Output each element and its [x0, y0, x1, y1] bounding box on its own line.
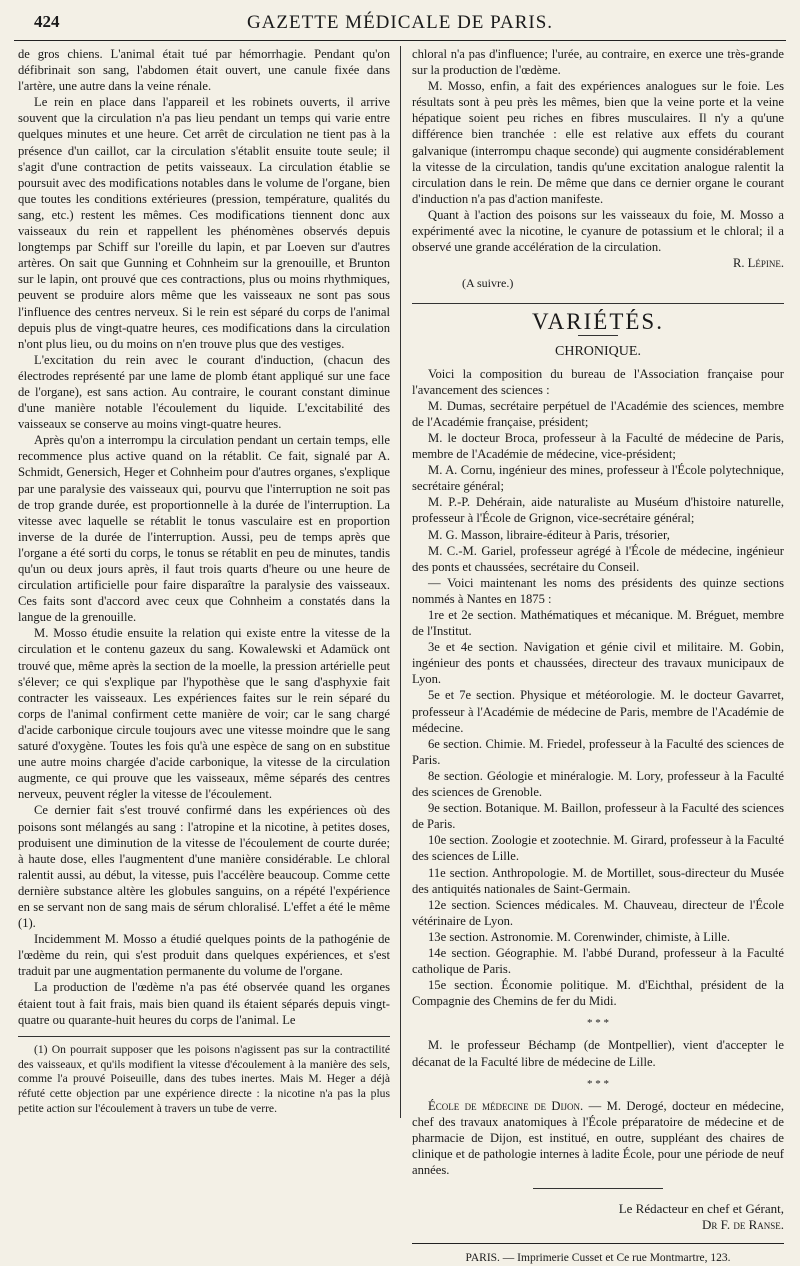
footnote-rule	[18, 1036, 390, 1037]
paragraph: Incidemment M. Mosso a étudié quelques points de la pathogénie de l'œdème du rein, qui s'est produit dans quelques expériences, et s'est traduit par une augmentation permanente du volume de l'organe.	[18, 932, 390, 979]
chronique-paragraph: M. G. Masson, libraire-éditeur à Paris, trésorier,	[428, 527, 670, 542]
chronique-paragraph: 6e section. Chimie. M. Friedel, professeur à la Faculté des sciences de Paris.	[412, 736, 784, 767]
chronique-paragraph: — Voici maintenant les noms des présidents des quinze sections nommés à Nantes en 1875 :	[412, 575, 784, 606]
signature-text: R. Lépine.	[732, 256, 784, 271]
chronique-paragraph: Voici la composition du bureau de l'Association française pour l'avancement des sciences :	[412, 366, 784, 397]
chronique-paragraph: 14e section. Géographie. M. l'abbé Durand, professeur à la Faculté catholique de Paris.	[412, 945, 784, 977]
chronique-paragraph: 15e section. Économie politique. M. d'Eichthal, président de la Compagnie des Chemins de fer du Midi.	[412, 978, 784, 1009]
redacteur-block	[412, 1201, 784, 1233]
chronique-paragraph: 10e section. Zoologie et zootechnie. M. Girard, professeur à la Faculté des sciences de Lille.	[412, 833, 784, 864]
chronique-paragraph: M. C.-M. Gariel, professeur agrégé à l'École de médecine, ingénieur des ponts et chaussées, secrétaire du Conseil.	[412, 543, 784, 574]
author-signature	[412, 255, 784, 271]
title-rule	[578, 335, 618, 336]
journal-title: GAZETTE MÉDICALE DE PARIS.	[246, 12, 554, 33]
paragraph: de gros chiens. L'animal était tué par hémorrhagie. Pendant qu'on défibrinait son sang, l'abdomen était ouvert, une canule fixée dans l'artère, une autre dans la veine rénale.	[18, 47, 390, 94]
section-title: VARIÉTÉS.	[532, 309, 664, 335]
asterism: * * *	[587, 1077, 609, 1090]
left-column	[18, 46, 390, 1117]
redacteur-line: Le Rédacteur en chef et Gérant,	[618, 1201, 784, 1217]
subsection-title: CHRONIQUE.	[555, 343, 641, 359]
paragraph: L'excitation du rein avec le courant d'induction, (chacun des électrodes représenté par une lame de plomb étant appliqué sur une face de l'organe), est sans action. Au contraire, le courant constant diminue d'une manière notable l'écoulement du liquide. L'excitabilité des vaisseaux se conserve au moins vingt-quatre heures.	[18, 352, 390, 432]
page-number: 424	[34, 12, 60, 31]
chronique-paragraph: 9e section. Botanique. M. Baillon, professeur à la Faculté des sciences de Paris.	[412, 801, 784, 832]
chronique-paragraph: 13e section. Astronomie. M. Corenwinder, chimiste, à Lille.	[428, 929, 731, 944]
page-header	[14, 8, 786, 41]
chronique-paragraph: M. A. Cornu, ingénieur des mines, professeur à l'École polytechnique, secrétaire général;	[412, 463, 784, 494]
paragraph: M. Mosso, enfin, a fait des expériences analogues sur le foie. Les résultats sont à peu près les mêmes, bien que la veine porte et la veine hépatique soient peu riches en fibres musculaires. Il n'y a qu'une différence bien tranchée : elle est relative aux effets du courant galvanique (interrompu chaque seconde) qui augmente considérablement la vitesse de la circulation, tandis qu'une excitation analogue ralentit la circulation dans le rein. De même que dans ce dernier organe le courant d'induction n'a pas d'action manifeste.	[412, 79, 784, 206]
paragraph: La production de l'œdème n'a pas été observée quand les organes étaient tout à fait frais, mais bien quand ils étaient séparés depuis vingt-quatre ou quarante-huit heures du corps de l'animal. Le	[18, 980, 390, 1027]
chronique-paragraph: M. le docteur Broca, professeur à la Faculté de médecine de Paris, membre de l'Académie de médecine, vice-président;	[412, 430, 784, 462]
column-divider	[400, 46, 401, 1118]
chronique-paragraph: 11e section. Anthropologie. M. de Mortillet, sous-directeur du Musée des antiquités nationales de Saint-Germain.	[412, 865, 784, 896]
paragraph: Ce dernier fait s'est trouvé confirmé dans les expériences où des poisons sont mélangés au sang : l'atropine et la nicotine, à petites doses, produisent une diminution de la vitesse de l'écoulement de courte durée; à haute dose, elles l'augmentent d'une manière considérable. Le chloral ralentit aussi, au début, la vitesse, puis l'accélère beaucoup. Comme cette dernière substance altère les globules sanguins, on a répété l'expérience en se servant non de sang mais de sérum chloralisé. L'effet a été le même (1).	[18, 803, 390, 931]
asterism: * * *	[587, 1017, 609, 1030]
dijon-lead: École de médecine de Dijon.	[428, 1098, 584, 1113]
to-be-continued: (A suivre.)	[462, 276, 514, 291]
paragraph: M. Mosso étudie ensuite la relation qui existe entre la vitesse de la circulation et le contenu gazeux du sang. Kowalewski et Adamück ont trouvé que, même après la section de la moelle, la pression artérielle peut s'élever; ce qui s'explique par l'hypothèse que le sang d'asphyxie fait contracter les vaisseaux. Les expériences faites sur le rein séparé du corps de l'animal confirment cette manière de voir; car le sang chargé d'acide carbonique circule toujours avec une vitesse moindre que le sang saturé d'oxygène. Toutes les fois qu'à une espèce de sang on en substitue une autre moins chargée d'acide carbonique, la vitesse de la circulation augmente, ce qui prouve que les vaisseaux, même séparés des centres nerveux, peuvent régler la vitesse de l'écoulement.	[18, 626, 390, 802]
chronique-paragraph: M. P.-P. Dehérain, aide naturaliste au Muséum d'histoire naturelle, professeur à l'École de Grignon, vice-secrétaire général;	[412, 495, 784, 526]
chronique-paragraph: M. Dumas, secrétaire perpétuel de l'Académie des sciences, membre de l'Académie française, président;	[412, 398, 784, 429]
redacteur-name: Dr F. de Ranse.	[702, 1217, 784, 1233]
dijon-text: — M. Derogé, docteur en médecine, chef des travaux anatomiques à l'École préparatoire de médecine et de pharmacie de Dijon, est institué, en outre, suppléant des chaires de clinique et de pathologie internes à ladite École, pour une période de neuf années.	[412, 1098, 784, 1178]
paragraph: Le rein en place dans l'appareil et les robinets ouverts, il arrive souvent que la circulation n'a pas lieu pendant un temps qui varie entre quelques minutes et une heure. Cet arrêt de circulation ne tient pas à la présence d'un caillot, car la circulation s'établit ensuite toute seule; il s'agit d'une contraction de petits vaisseaux. La circulation établie se poursuit avec des modifications notables dans le volume de l'organe, bien que toutes les conditions extérieures (pression, température, qualités du sang, etc.) restent les mêmes. Ces modifications tiennent donc aux vaisseaux du rein et rappellent les phénomènes observés depuis longtemps par Schiff sur l'oreille du lapin, et par Loeven sur d'autres artères. On sait que Gunning et Cohnheim sur la grenouille, et Brunton sur le lapin, ont prouvé que ces contractions, plus ou moins rhythmiques, peuvent se produire alors même que les vaisseaux ne sont pas sous l'influence des centres nerveux. Si le rein est séparé du corps de l'animal depuis plus de vingt-quatre heures, ces modifications dans la circulation n'ont plus lieu, ou du moins on n'en trouve plus que des vestiges.	[18, 95, 390, 351]
printer-imprint: PARIS. — Imprimerie Cusset et Ce rue Montmartre, 123.	[412, 1243, 784, 1266]
paragraph: Quant à l'action des poisons sur les vaisseaux du foie, M. Mosso a expérimenté avec la nicotine, le cyanure de potassium et le chloral; il a observé une grande accélération de la circulation.	[412, 207, 784, 255]
chronique-paragraph: 5e et 7e section. Physique et météorologie. M. le docteur Gavarret, professeur à l'Académie de médecine de Paris, membre de l'Académie de médecine.	[412, 688, 784, 735]
dijon-paragraph	[412, 1098, 784, 1178]
chronique-paragraph: 8e section. Géologie et minéralogie. M. Lory, professeur à la Faculté des sciences de Grenoble.	[412, 768, 784, 800]
closing-rule	[533, 1188, 663, 1189]
chronique-paragraph: 1re et 2e section. Mathématiques et mécanique. M. Bréguet, membre de l'Institut.	[412, 608, 784, 639]
paragraph: chloral n'a pas d'influence; l'urée, au contraire, en exerce une très-grande sur la production de l'œdème.	[412, 47, 784, 78]
bechamp-paragraph: M. le professeur Béchamp (de Montpellier), vient d'accepter le décanat de la Faculté libre de médecine de Lille.	[412, 1038, 784, 1069]
right-column	[412, 46, 784, 1266]
section-rule	[412, 303, 784, 304]
paragraph: Après qu'on a interrompu la circulation pendant un certain temps, elle recommence plus active quand on la rétablit. Ce fait, signalé par A. Schmidt, Genersich, Heger et Cohnheim pour d'autres organes, s'explique par une paralysie des vaisseaux qui, pourvu que l'interruption ne soit pas de trop grande durée, est proportionnelle à la durée de l'interruption. La vitesse avec laquelle se rétablit le tonus vasculaire est en proportion inverse de la durée de l'interruption. Aussi, peu de temps après que l'organe a été sorti du corps, le tonus se rétablit en peu de minutes, tandis qu'un ou deux jours après, il faut trois quarts d'heure ou une heure de circulation artificielle pour faire disparaître la paralysie des vaisseaux. Ces faits sont d'accord avec ceux que Cohnheim a constatés dans la langue de la grenouille.	[18, 433, 390, 625]
chronique-paragraph: 3e et 4e section. Navigation et génie civil et militaire. M. Gobin, ingénieur des ponts et chaussées, directeur des travaux municipaux de Lyon.	[412, 640, 784, 687]
footnote: (1) On pourrait supposer que les poisons n'agissent pas sur la contractilité des vaisseaux, et qu'ils modifient la vitesse d'écoulement à la manière des sels, comme l'a prouvé Poiseuille, dans des tubes inertes. Mais M. Heger a déjà réfuté cette objection par une expérience directe : la nicotine n'a pas la plus petite action sur l'écoulement à travers un tube de verre.	[18, 1042, 390, 1115]
chronique-paragraph: 12e section. Sciences médicales. M. Chauveau, directeur de l'École vétérinaire de Lyon.	[412, 897, 784, 928]
